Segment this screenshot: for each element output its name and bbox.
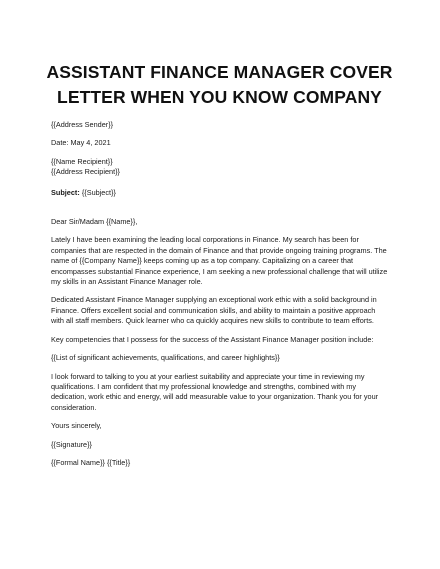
paragraph-line: qualifications. I am confident that my professional knowledge and strengths, combined with my xyxy=(51,381,357,391)
paragraph-1 xyxy=(51,235,396,287)
paragraph-line: dedication, work ethic and energy, will add measurable value to your organization. Thank you for your xyxy=(51,392,379,402)
paragraph-line: Finance. Offers excellent social and communication skills, and ability to maintain a positive approach xyxy=(51,305,376,315)
paragraph-line: my skills in an Assistant Finance Manager role. xyxy=(51,277,203,287)
paragraph-line: companies that are respected in the domain of Finance and that provide ongoing training programs. The xyxy=(51,245,387,255)
recipient-name: {{Name Recipient}} xyxy=(51,156,113,166)
formal-name: {{Formal Name}} {{Title}} xyxy=(51,457,131,467)
salutation: Dear Sir/Madam {{Name}}, xyxy=(51,217,138,227)
paragraph-line: encompasses substantial Finance experience, I am seeking a new professional challenge that will utilize xyxy=(51,266,388,276)
subject-value: {{Subject}} xyxy=(79,187,116,197)
paragraph-4 xyxy=(51,372,396,414)
recipient-address: {{Address Recipient}} xyxy=(51,167,120,177)
subject-line xyxy=(51,188,396,198)
highlights-placeholder: {{List of significant achievements, qualifications, and career highlights}} xyxy=(51,353,280,363)
signature: {{Signature}} xyxy=(51,439,92,449)
closing: Yours sincerely, xyxy=(51,421,102,431)
letter-date: Date: May 4, 2021 xyxy=(51,138,111,148)
title-line-1: ASSISTANT FINANCE MANAGER COVER xyxy=(46,62,393,82)
title-line-2: LETTER WHEN YOU KNOW COMPANY xyxy=(57,87,382,107)
paragraph-line: with all staff members. Quick learner who ca quickly acquires new skills to contribute to team efforts. xyxy=(51,316,374,326)
paragraph-3: Key competencies that I possess for the success of the Assistant Finance Manager position include: xyxy=(51,334,374,344)
sender-address: {{Address Sender}} xyxy=(51,120,114,129)
subject-label: Subject: xyxy=(51,187,80,197)
paragraph-line: Dedicated Assistant Finance Manager supplying an exceptional work ethic with a solid background in xyxy=(51,295,377,305)
paragraph-line: Lately I have been examining the leading local corporations in Finance. My search has been for xyxy=(51,235,359,245)
paragraph-line: I look forward to talking to you at your earliest suitability and appreciate your time in reviewing my xyxy=(51,371,365,381)
paragraph-line: name of {{Company Name}} keeps coming up as a top company. Capitalizing on a career that xyxy=(51,256,354,266)
paragraph-2 xyxy=(51,295,396,326)
paragraph-line: consideration. xyxy=(51,402,97,412)
page-title xyxy=(43,60,396,110)
